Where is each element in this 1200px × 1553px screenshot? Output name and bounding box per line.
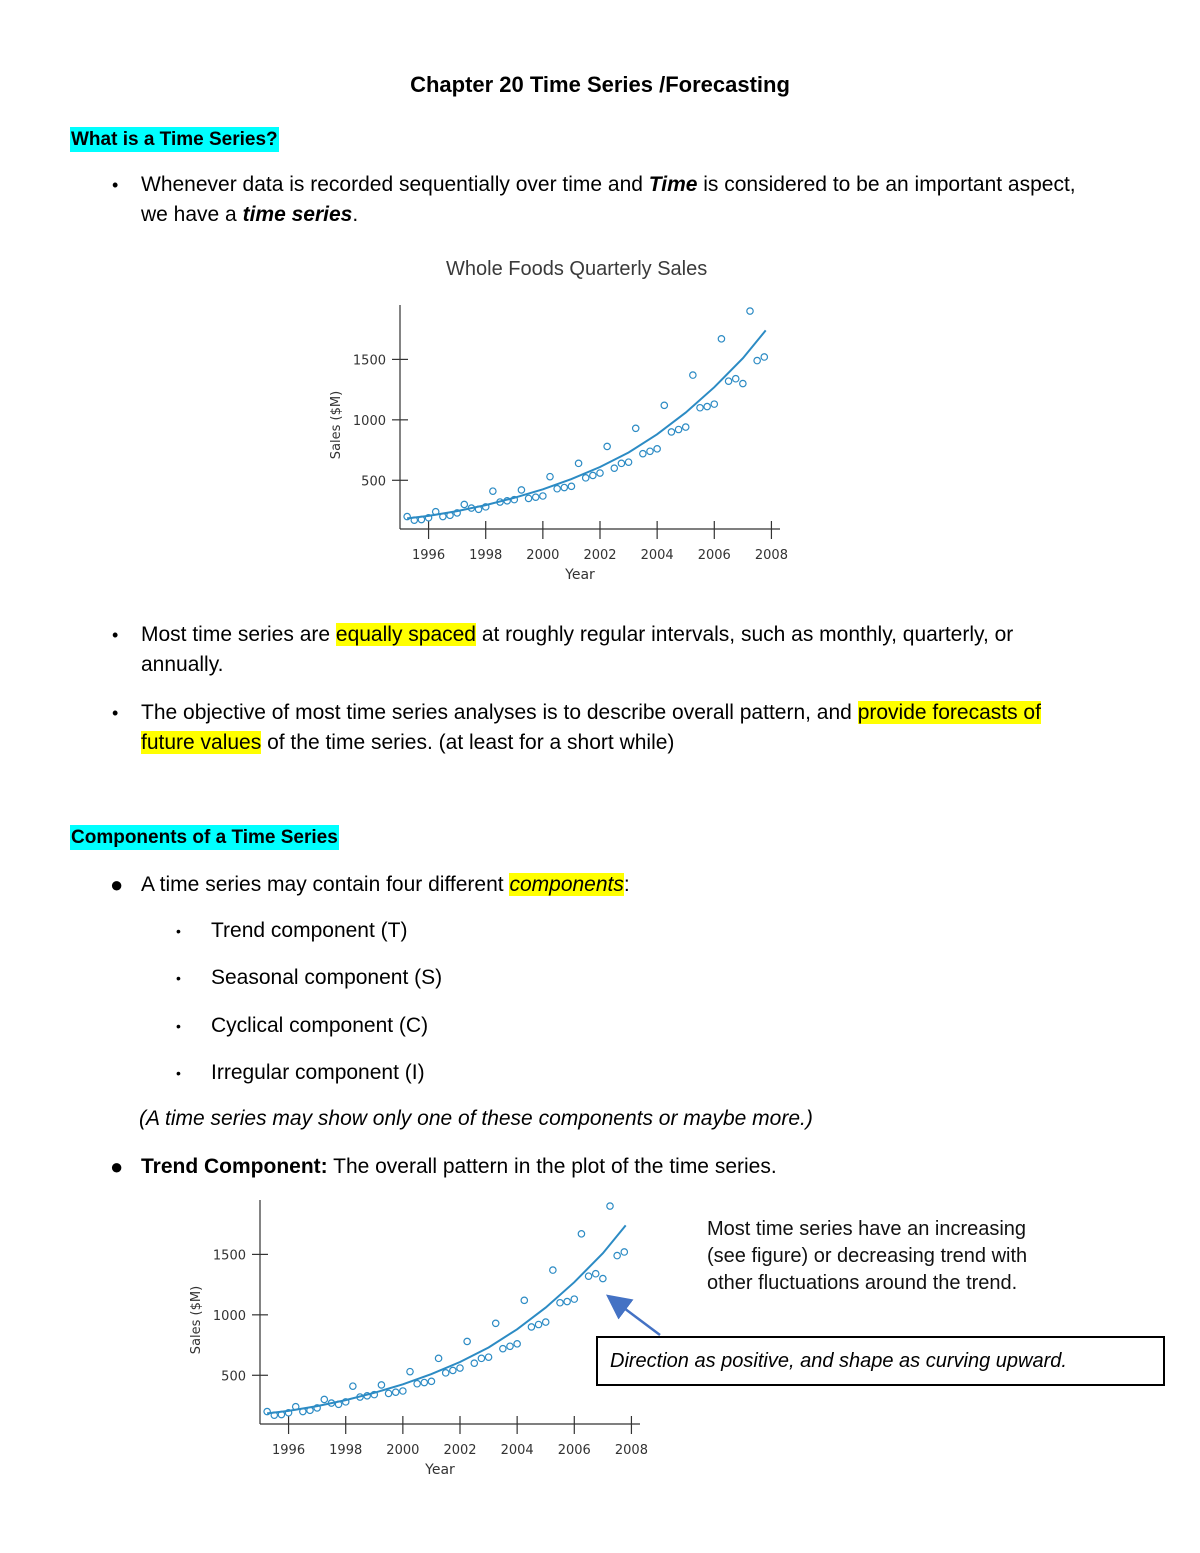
data-point	[600, 1275, 606, 1281]
data-point	[557, 1300, 563, 1306]
trend-line	[407, 330, 766, 518]
data-point	[593, 1271, 599, 1277]
page-title: Chapter 20 Time Series /Forecasting	[410, 72, 790, 97]
text-run: of the time series. (at least for a short while)	[261, 731, 675, 754]
data-point	[404, 513, 410, 519]
x-tick-label: 2002	[443, 1443, 477, 1458]
x-tick-label: 2008	[614, 1443, 648, 1458]
data-point	[618, 460, 624, 466]
text-run: A time series may contain four different	[141, 873, 510, 896]
data-point	[754, 357, 760, 363]
data-point	[554, 486, 560, 492]
x-tick-label: 2002	[583, 548, 617, 563]
data-point	[733, 376, 739, 382]
data-point	[514, 1341, 520, 1347]
bullet-marker: •	[176, 923, 181, 939]
data-point	[500, 1345, 506, 1351]
data-point	[528, 1324, 534, 1330]
y-tick-label: 1500	[212, 1248, 246, 1264]
component-cyclical: Cyclical component (C)	[211, 1014, 429, 1037]
data-point	[575, 460, 581, 466]
x-tick-label: 2000	[526, 548, 560, 563]
section-heading-text: What is a Time Series?	[71, 129, 278, 150]
data-point	[564, 1298, 570, 1304]
data-point	[450, 1367, 456, 1373]
data-point	[507, 1343, 513, 1349]
bullet-equally-spaced-line1	[141, 620, 1013, 650]
section-heading-text: Components of a Time Series	[71, 827, 338, 848]
y-tick-label: 1500	[352, 353, 386, 369]
side-note-line: other fluctuations around the trend.	[707, 1272, 1018, 1294]
data-point	[561, 484, 567, 490]
components-intro	[141, 870, 630, 900]
side-note-line: (see figure) or decreasing trend with	[707, 1245, 1028, 1267]
bullet-marker: ●	[110, 872, 124, 897]
bullet-definition-line1	[141, 170, 1076, 200]
data-point	[393, 1389, 399, 1395]
bullet-marker: •	[176, 1065, 181, 1081]
bullet-marker: •	[112, 175, 119, 195]
highlight-future-values: future values	[141, 731, 262, 754]
component-trend: Trend component (T)	[211, 919, 408, 942]
data-point	[490, 488, 496, 494]
data-point	[611, 465, 617, 471]
x-tick-label: 2004	[500, 1443, 534, 1458]
x-tick-label: 1998	[329, 1443, 363, 1458]
text-run: Whenever data is recorded sequentially over time and	[141, 173, 649, 196]
highlight-forecasts: provide forecasts of	[857, 701, 1041, 724]
text-run: is considered to be an important aspect,	[697, 173, 1076, 196]
x-tick-label: 2008	[754, 548, 788, 563]
sales-chart-1	[320, 295, 800, 595]
trend-component-definition	[141, 1152, 777, 1182]
y-tick-label: 500	[361, 474, 386, 490]
y-tick-label: 500	[221, 1369, 246, 1385]
y-tick-label: 1000	[212, 1308, 246, 1324]
data-point	[543, 1319, 549, 1325]
data-point	[540, 493, 546, 499]
data-point	[550, 1267, 556, 1273]
x-tick-label: 2004	[640, 548, 674, 563]
data-point	[533, 494, 539, 500]
bullet-equally-spaced-line2: annually.	[141, 653, 224, 676]
data-point	[378, 1382, 384, 1388]
bullet-objective-line1	[141, 698, 1041, 728]
text-run: Most time series are	[141, 623, 336, 646]
data-point	[633, 425, 639, 431]
text-run: .	[352, 203, 359, 226]
emphasis-time: Time	[648, 173, 698, 196]
data-point	[478, 1355, 484, 1361]
data-point	[350, 1383, 356, 1389]
text-run: The objective of most time series analyses is to describe overall pattern, and	[141, 701, 858, 724]
data-point	[640, 450, 646, 456]
data-point	[457, 1365, 463, 1371]
data-point	[421, 1379, 427, 1385]
bullet-marker: ●	[110, 1154, 124, 1179]
data-point	[493, 1320, 499, 1326]
bullet-objective-line2	[141, 728, 674, 758]
text-run: we have a	[141, 203, 243, 226]
data-point	[400, 1388, 406, 1394]
components-note: (A time series may show only one of these components or maybe more.)	[139, 1107, 813, 1130]
trend-side-note	[707, 1216, 1027, 1297]
data-point	[597, 470, 603, 476]
y-axis-label: Sales ($M)	[329, 390, 344, 460]
data-point	[568, 483, 574, 489]
bullet-marker: •	[112, 625, 119, 645]
data-point	[435, 1355, 441, 1361]
data-point	[621, 1249, 627, 1255]
section-heading-time-series	[70, 124, 279, 155]
data-point	[604, 443, 610, 449]
bullet-marker: •	[112, 703, 119, 723]
data-point	[485, 1354, 491, 1360]
data-point	[690, 372, 696, 378]
data-point	[654, 446, 660, 452]
data-point	[697, 405, 703, 411]
data-point	[414, 1381, 420, 1387]
x-tick-label: 1996	[272, 1443, 306, 1458]
component-irregular: Irregular component (I)	[211, 1061, 425, 1084]
x-axis-label: Year	[565, 567, 595, 583]
data-point	[464, 1338, 470, 1344]
data-point	[518, 487, 524, 493]
bullet-marker: •	[176, 970, 181, 986]
data-point	[625, 459, 631, 465]
data-point	[614, 1252, 620, 1258]
trend-label: Trend Component:	[141, 1155, 328, 1178]
data-point	[385, 1390, 391, 1396]
text-run: :	[623, 873, 630, 896]
data-point	[407, 1368, 413, 1374]
callout-box: Direction as positive, and shape as curving upward.	[596, 1336, 1165, 1386]
trend-line	[267, 1225, 626, 1413]
sales-chart-2	[180, 1190, 660, 1490]
data-point	[675, 426, 681, 432]
data-point	[704, 403, 710, 409]
side-note-line: Most time series have an increasing	[707, 1218, 1027, 1240]
data-point	[461, 501, 467, 507]
data-point	[521, 1297, 527, 1303]
data-point	[583, 475, 589, 481]
data-point	[547, 473, 553, 479]
x-axis-label: Year	[425, 1462, 455, 1478]
x-tick-label: 2006	[697, 548, 731, 563]
data-point	[535, 1321, 541, 1327]
data-point	[321, 1396, 327, 1402]
data-point	[578, 1231, 584, 1237]
data-point	[607, 1203, 613, 1209]
data-point	[740, 380, 746, 386]
data-point	[661, 402, 667, 408]
data-point	[571, 1296, 577, 1302]
section-heading-components	[70, 822, 339, 853]
text-run: at roughly regular intervals, such as monthly, quarterly, or	[476, 623, 1014, 646]
highlight-components: components	[509, 873, 624, 896]
highlight-equally-spaced: equally spaced	[335, 623, 476, 646]
x-tick-label: 1996	[412, 548, 446, 563]
data-point	[443, 1370, 449, 1376]
data-point	[683, 424, 689, 430]
data-point	[747, 308, 753, 314]
figure-title: Whole Foods Quarterly Sales	[446, 258, 708, 280]
data-point	[428, 1378, 434, 1384]
data-point	[264, 1408, 270, 1414]
data-point	[471, 1360, 477, 1366]
x-tick-label: 2006	[557, 1443, 591, 1458]
text-run: The overall pattern in the plot of the time series.	[327, 1155, 777, 1178]
y-axis-label: Sales ($M)	[189, 1285, 204, 1355]
data-point	[647, 448, 653, 454]
x-tick-label: 2000	[386, 1443, 420, 1458]
data-point	[725, 378, 731, 384]
data-point	[585, 1273, 591, 1279]
component-seasonal: Seasonal component (S)	[211, 966, 443, 989]
data-point	[761, 354, 767, 360]
data-point	[590, 472, 596, 478]
bullet-marker: •	[176, 1018, 181, 1034]
data-point	[525, 495, 531, 501]
data-point	[718, 336, 724, 342]
emphasis-time-series: time series	[242, 203, 353, 226]
bullet-definition-line2	[141, 200, 358, 230]
data-point	[668, 429, 674, 435]
data-point	[711, 401, 717, 407]
x-tick-label: 1998	[469, 548, 503, 563]
y-tick-label: 1000	[352, 413, 386, 429]
